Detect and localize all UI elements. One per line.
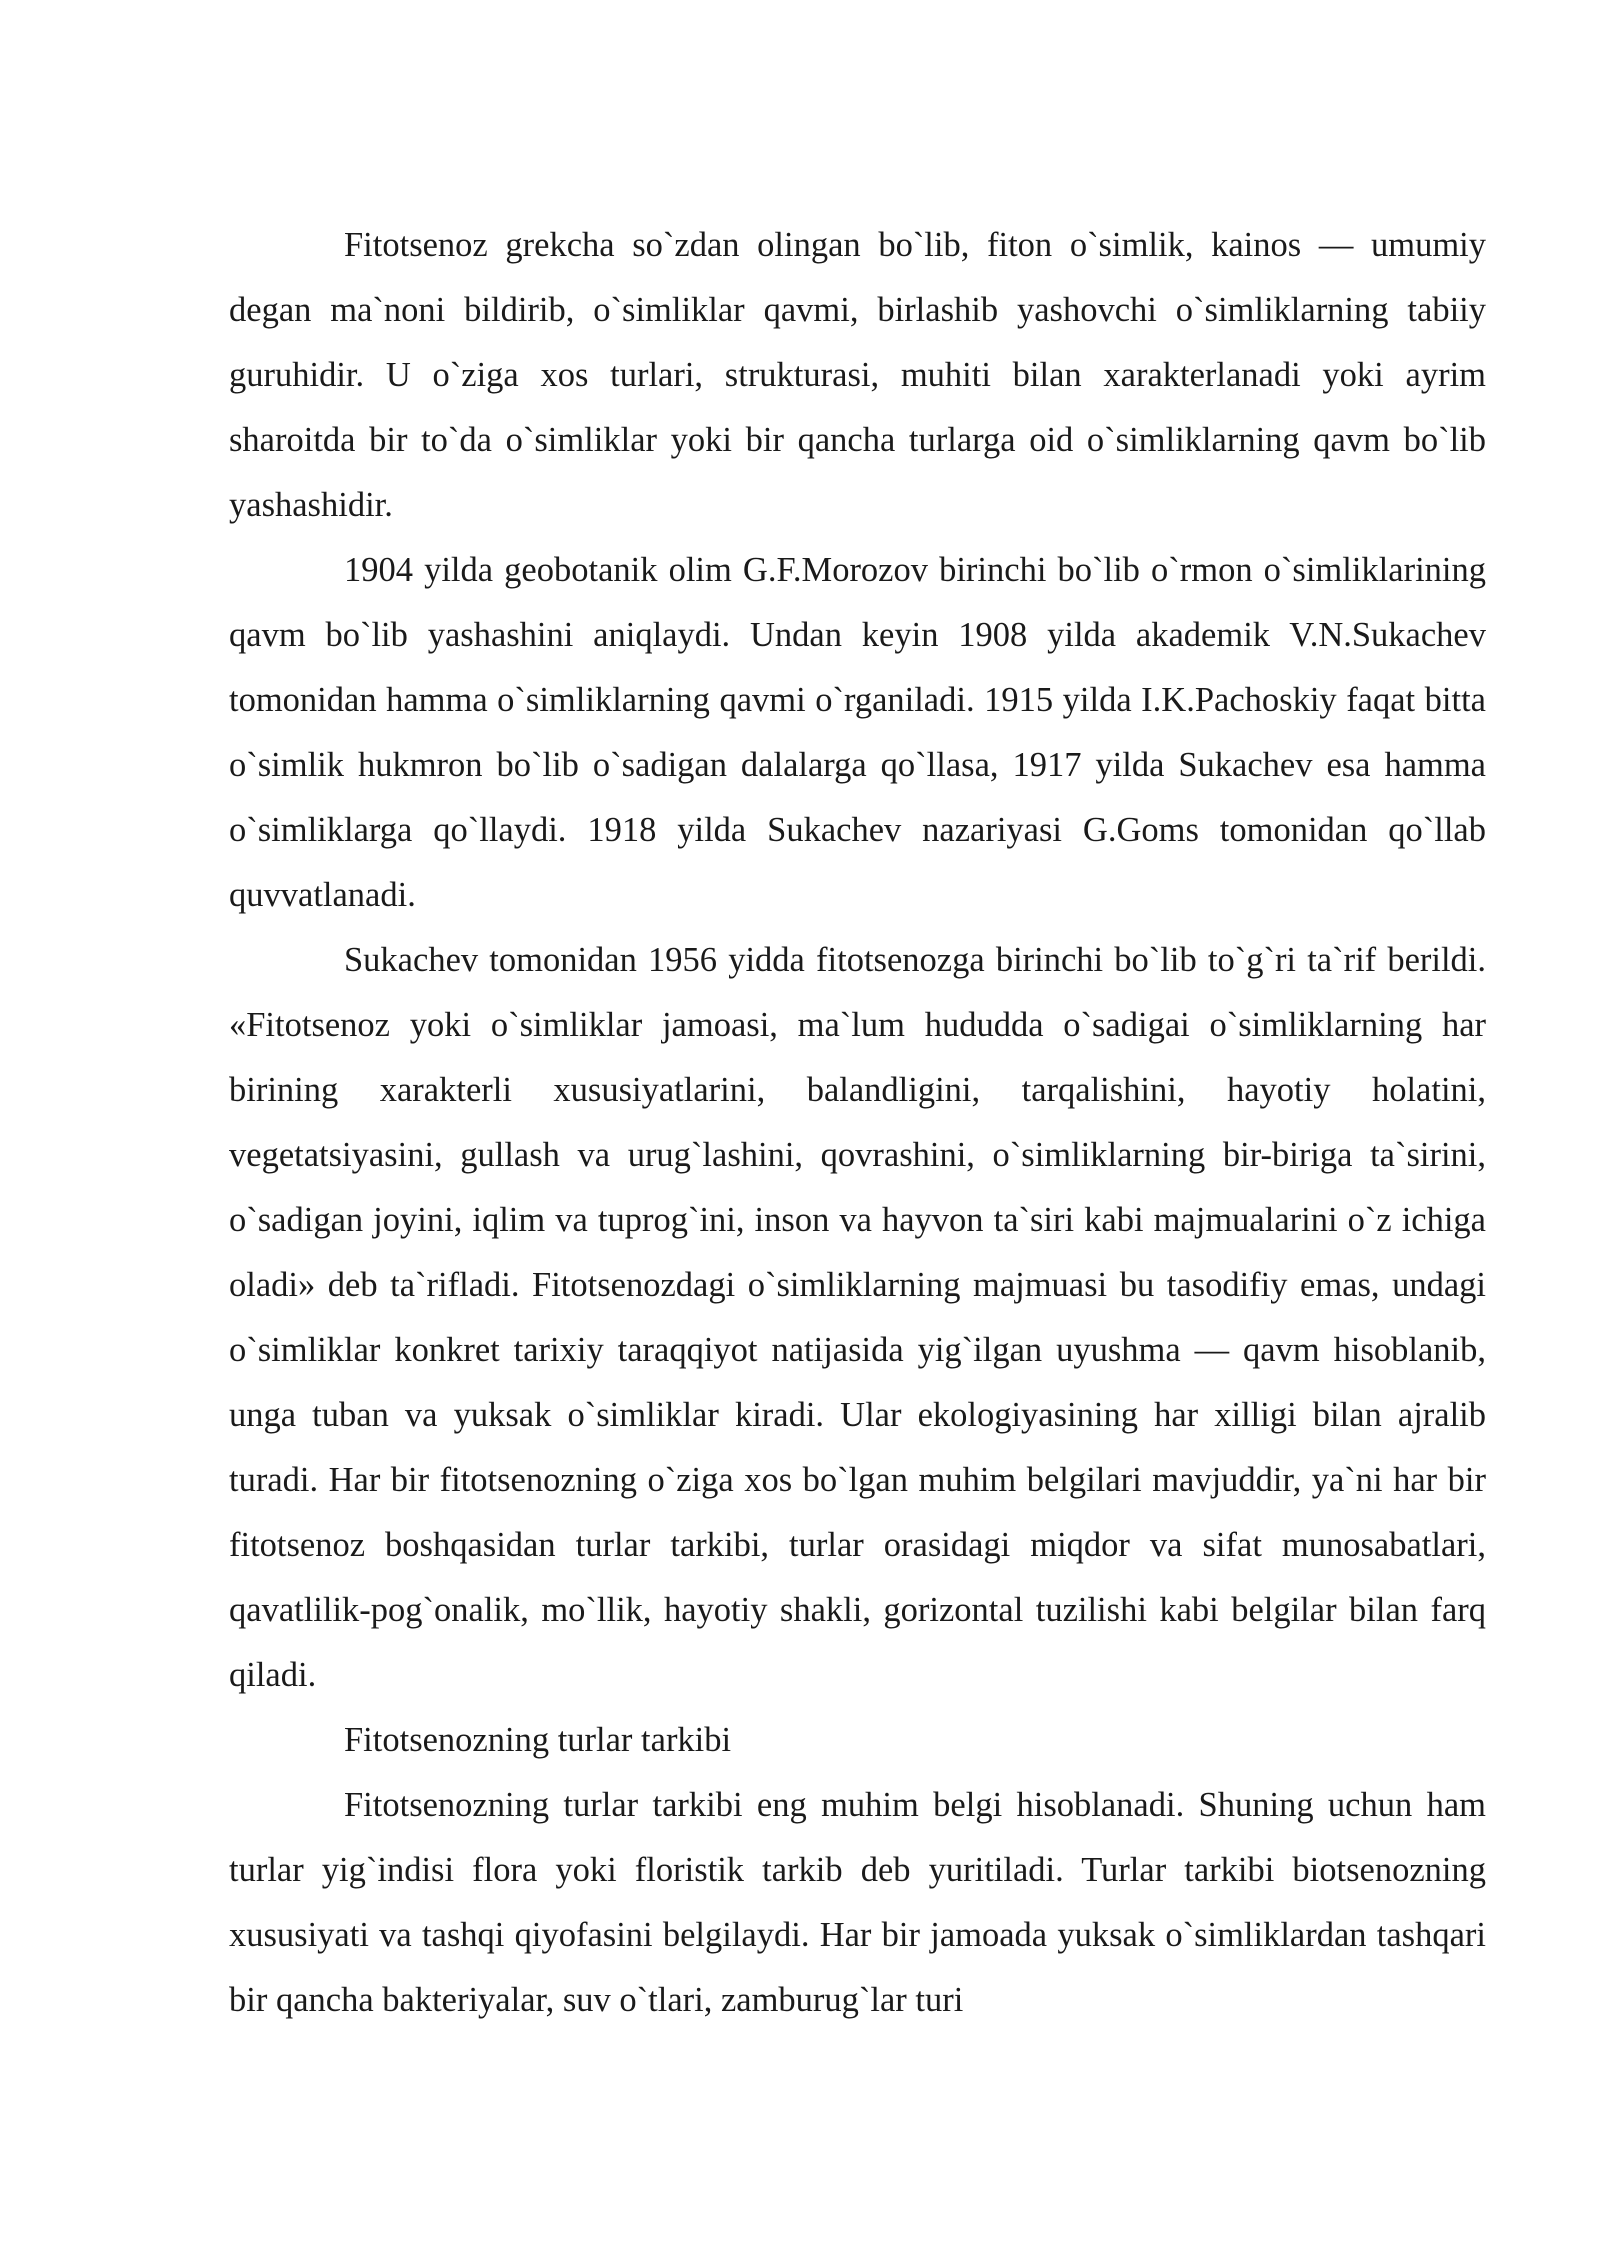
section-heading: Fitotsenozning turlar tarkibi [344,1721,732,1759]
paragraph-sukachev-definition: Sukachev tomonidan 1956 yidda fitotsenozga birinchi bo`lib to`g`ri ta`rif berildi. «Fitotsenoz yoki o`simliklar jamoasi, ma`lum hududda o`sadigai o`simliklarning har birining xarakterli xususiyatlarini, balandligini, tarqalishini, hayotiy holatini, vegetatsiyasini, gullash va urug`lashini, qovrashini, o`simliklarning bir-biriga ta`sirini, o`sadigan joyini, iqlim va tuprog`ini, inson va hayvon ta`siri kabi majmualarini o`z ichiga oladi» deb ta`rifladi. Fitotsenozdagi o`simliklarning majmuasi bu tasodifiy emas, undagi o`simliklar konkret tarixiy taraqqiyot natijasida yig`ilgan uyushma — qavm hisoblanib, unga tuban va yuksak o`simliklar kiradi. Ular ekologiyasining har xilligi bilan ajralib turadi. Har bir fitotsenozning o`ziga xos bo`lgan muhim belgilari mavjuddir, ya`ni har bir fitotsenoz boshqasidan turlar tarkibi, turlar orasidagi miqdor va sifat munosabatlari, qavatlilik-pog`onalik, mo`llik, hayotiy shakli, gorizontal tuzilishi kabi belgilar bilan farq qiladi. [229,941,1486,1694]
paragraph-species-composition: Fitotsenozning turlar tarkibi eng muhim belgi hisoblanadi. Shuning uchun ham turlar yig`indisi flora yoki floristik tarkib deb yuritiladi. Turlar tarkibi biotsenozning xususiyati va tashqi qiyofasini belgilaydi. Har bir jamoada yuksak o`simliklardan tashqari bir qancha bakteriyalar, suv o`tlari, zamburug`lar turi [229,1786,1486,2019]
document-body [229,213,1486,2033]
paragraph-history: 1904 yilda geobotanik olim G.F.Morozov birinchi bo`lib o`rmon o`simliklarining qavm bo`lib yashashini aniqlaydi. Undan keyin 1908 yilda akademik V.N.Sukachev tomonidan hamma o`simliklarning qavmi o`rganiladi. 1915 yilda I.K.Pachoskiy faqat bitta o`simlik hukmron bo`lib o`sadigan dalalarga qo`llasa, 1917 yilda Sukachev esa hamma o`simliklarga qo`llaydi. 1918 yilda Sukachev nazariyasi G.Goms tomonidan qo`llab quvvatlanadi. [229,551,1486,914]
paragraph-fitotsenoz-definition: Fitotsenoz grekcha so`zdan olingan bo`lib, fiton o`simlik, kainos — umumiy degan ma`noni bildirib, o`simliklar qavmi, birlashib yashovchi o`simliklarning tabiiy guruhidir. U o`ziga xos turlari, strukturasi, muhiti bilan xarakterlanadi yoki ayrim sharoitda bir to`da o`simliklar yoki bir qancha turlarga oid o`simliklarning qavm bo`lib yashashidir. [229,226,1486,524]
